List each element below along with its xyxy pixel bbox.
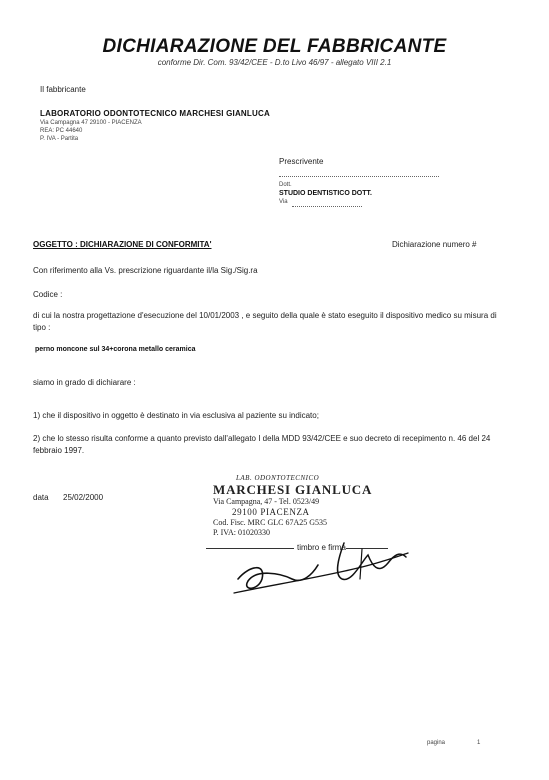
prescriber-via-dots — [292, 206, 362, 207]
stamp-city-line: 29100 PIACENZA — [232, 507, 310, 517]
codice-label: Codice : — [33, 290, 63, 299]
prescriber-studio: STUDIO DENTISTICO DOTT. — [279, 190, 372, 197]
stamp-fiscal-code: Cod. Fisc. MRC GLC 67A25 G535 — [213, 518, 328, 527]
manufacturer-address: Via Campagna 47 29100 - PIACENZA — [40, 120, 142, 126]
prescriber-label: Prescrivente — [279, 157, 324, 166]
declaration-point-2: 2) che lo stesso risulta conforme a quanto previsto dall'allegato I della MDD 93/42/CEE e suo decreto di recepimento n. 46 del 24 febbraio 1997. — [33, 434, 491, 455]
stamp-address-line: Via Campagna, 47 - Tel. 0523/49 — [213, 497, 320, 506]
device-description: perno moncone sul 34+corona metallo ceramica — [35, 346, 196, 353]
date-label: data — [33, 493, 49, 502]
manufacturer-label: Il fabbricante — [40, 85, 86, 94]
prescriber-dott-label: Dott. — [279, 182, 292, 188]
manufacturer-rea: REA: PC 44640 — [40, 128, 83, 134]
document-title: DICHIARAZIONE DEL FABBRICANTE — [102, 36, 447, 57]
manufacturer-name: LABORATORIO ODONTOTECNICO MARCHESI GIANLUCA — [40, 109, 270, 118]
page-label: pagina — [427, 740, 446, 746]
design-paragraph: di cui la nostra progettazione d'esecuzione del 10/01/2003 , e seguito della quale è stato eseguito il dispositivo medico su misura di tipo : — [33, 311, 497, 332]
date-value: 25/02/2000 — [63, 493, 104, 502]
manufacturer-extra: P. IVA - Partita — [40, 136, 79, 142]
stamp-lab-label: LAB. ODONTOTECNICO — [236, 474, 320, 482]
document-subtitle: conforme Dir. Com. 93/42/CEE - D.to Livo 46/97 - allegato VIII 2.1 — [157, 58, 392, 67]
declaration-point-1: 1) che il dispositivo in oggetto è destinato in via esclusiva al paziente su indicato; — [33, 411, 319, 420]
declare-intro: siamo in grado di dichiarare : — [33, 378, 136, 387]
stamp-lab-name: MARCHESI GIANLUCA — [213, 482, 373, 497]
subject-heading: OGGETTO : DICHIARAZIONE DI CONFORMITA' — [33, 240, 212, 249]
reference-paragraph: Con riferimento alla Vs. prescrizione riguardante il/la Sig./Sig.ra — [33, 266, 258, 275]
prescriber-dotted-line — [279, 176, 439, 177]
stamp-vat-number: P. IVA: 01020330 — [213, 528, 270, 537]
declaration-number: Dichiarazione numero # — [392, 240, 477, 249]
signature-label: timbro e firma — [297, 543, 346, 552]
page-number: 1 — [477, 740, 481, 746]
handwritten-signature — [232, 535, 432, 597]
prescriber-via-label: Via — [279, 199, 288, 205]
